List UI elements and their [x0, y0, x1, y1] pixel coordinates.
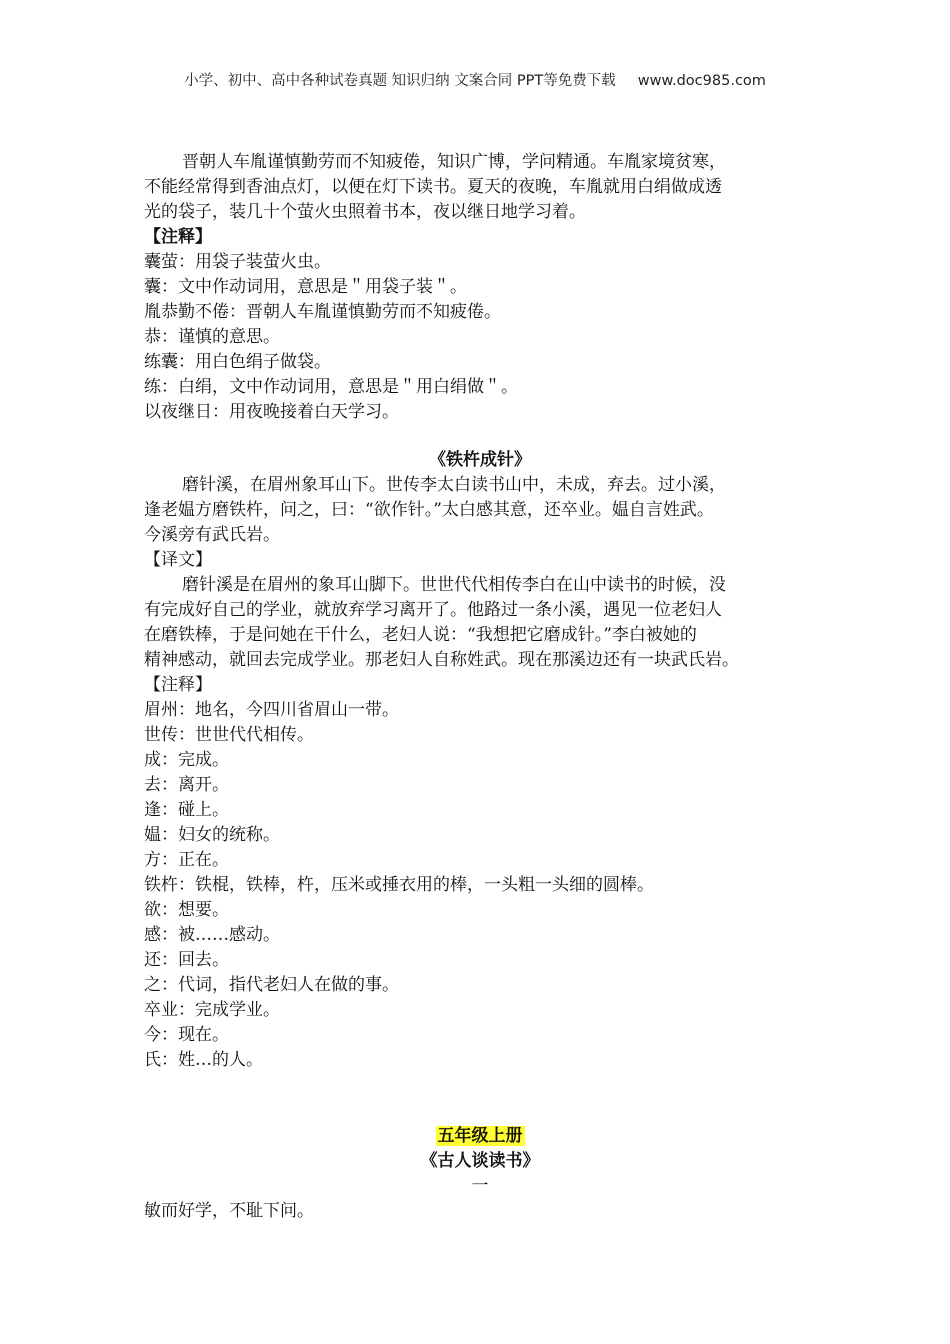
note-item: 去：离开。	[144, 775, 229, 795]
header-url: www.doc985.com	[637, 73, 766, 89]
note-item: 感：被……感动。	[144, 925, 280, 945]
note-item: 恭：谨慎的意思。	[144, 327, 280, 347]
story2-original	[144, 473, 816, 548]
note-item: 媪：妇女的统称。	[144, 825, 280, 845]
note-item: 练：白绢，文中作动词用，意思是＂用白绢做＂。	[144, 377, 518, 397]
note-item: 氏：姓…的人。	[144, 1050, 263, 1070]
story2-notes	[144, 698, 816, 1073]
note-item: 卒业：完成学业。	[144, 1000, 280, 1020]
grade-label: 五年级上册	[437, 1126, 523, 1146]
story2-translation-line: 磨针溪是在眉州的象耳山脚下。世世代代相传李白在山中读书的时候，没	[182, 575, 726, 595]
story2-title: 《铁杵成针》	[429, 450, 531, 470]
story1-translation-line: 不能经常得到香油点灯，以便在灯下读书。夏天的夜晚，车胤就用白绢做成透	[144, 177, 722, 197]
story2-notes-heading: 【注释】	[144, 675, 212, 695]
story1-translation	[144, 150, 816, 225]
grade-heading	[144, 1124, 816, 1149]
note-item: 囊：文中作动词用，意思是＂用袋子装＂。	[144, 277, 467, 297]
story2-translation-heading: 【译文】	[144, 550, 212, 570]
story1-notes-heading: 【注释】	[144, 227, 212, 247]
note-item: 今：现在。	[144, 1025, 229, 1045]
section-title: 《古人谈读书》	[420, 1151, 540, 1171]
note-item: 练囊：用白色绢子做袋。	[144, 352, 331, 372]
note-item: 以夜继日：用夜晚接着白天学习。	[144, 402, 399, 422]
story2-original-line: 磨针溪，在眉州象耳山下。世传李太白读书山中，未成，弃去。过小溪，	[182, 475, 726, 495]
section-first-line: 敏而好学，不耻下问。	[144, 1201, 314, 1221]
note-item: 眉州：地名，今四川省眉山一带。	[144, 700, 399, 720]
story2-original-line: 今溪旁有武氏岩。	[144, 525, 280, 545]
story1-notes	[144, 250, 816, 425]
page-header	[0, 69, 950, 90]
note-item: 世传：世世代代相传。	[144, 725, 314, 745]
note-item: 逢：碰上。	[144, 800, 229, 820]
story2-translation-line: 精神感动，就回去完成学业。那老妇人自称姓武。现在那溪边还有一块武氏岩。	[144, 650, 739, 670]
note-item: 欲：想要。	[144, 900, 229, 920]
story2-translation	[144, 573, 816, 673]
document-body	[144, 150, 816, 1224]
note-item: 成：完成。	[144, 750, 229, 770]
story2-translation-line: 有完成好自己的学业，就放弃学习离开了。他路过一条小溪，遇见一位老妇人	[144, 600, 722, 620]
story2-original-line: 逢老媪方磨铁杵，问之，曰：“欲作针。”太白感其意，还卒业。媪自言姓武。	[144, 500, 714, 520]
note-item: 胤恭勤不倦：晋朝人车胤谨慎勤劳而不知疲倦。	[144, 302, 501, 322]
note-item: 铁杵：铁棍，铁棒，杵，压米或捶衣用的棒，一头粗一头细的圆棒。	[144, 875, 654, 895]
section-part-number: 一	[471, 1176, 489, 1196]
note-item: 之：代词，指代老妇人在做的事。	[144, 975, 399, 995]
note-item: 囊萤：用袋子装萤火虫。	[144, 252, 331, 272]
story2-translation-line: 在磨铁棒，于是问她在干什么，老妇人说：“我想把它磨成针。”李白被她的	[144, 625, 697, 645]
note-item: 方：正在。	[144, 850, 229, 870]
header-text: 小学、初中、高中各种试卷真题 知识归纳 文案合同 PPT等免费下载	[184, 73, 616, 89]
story1-translation-line: 晋朝人车胤谨慎勤劳而不知疲倦，知识广博，学问精通。车胤家境贫寒，	[182, 152, 726, 172]
note-item: 还：回去。	[144, 950, 229, 970]
story1-translation-line: 光的袋子，装几十个萤火虫照着书本，夜以继日地学习着。	[144, 202, 586, 222]
